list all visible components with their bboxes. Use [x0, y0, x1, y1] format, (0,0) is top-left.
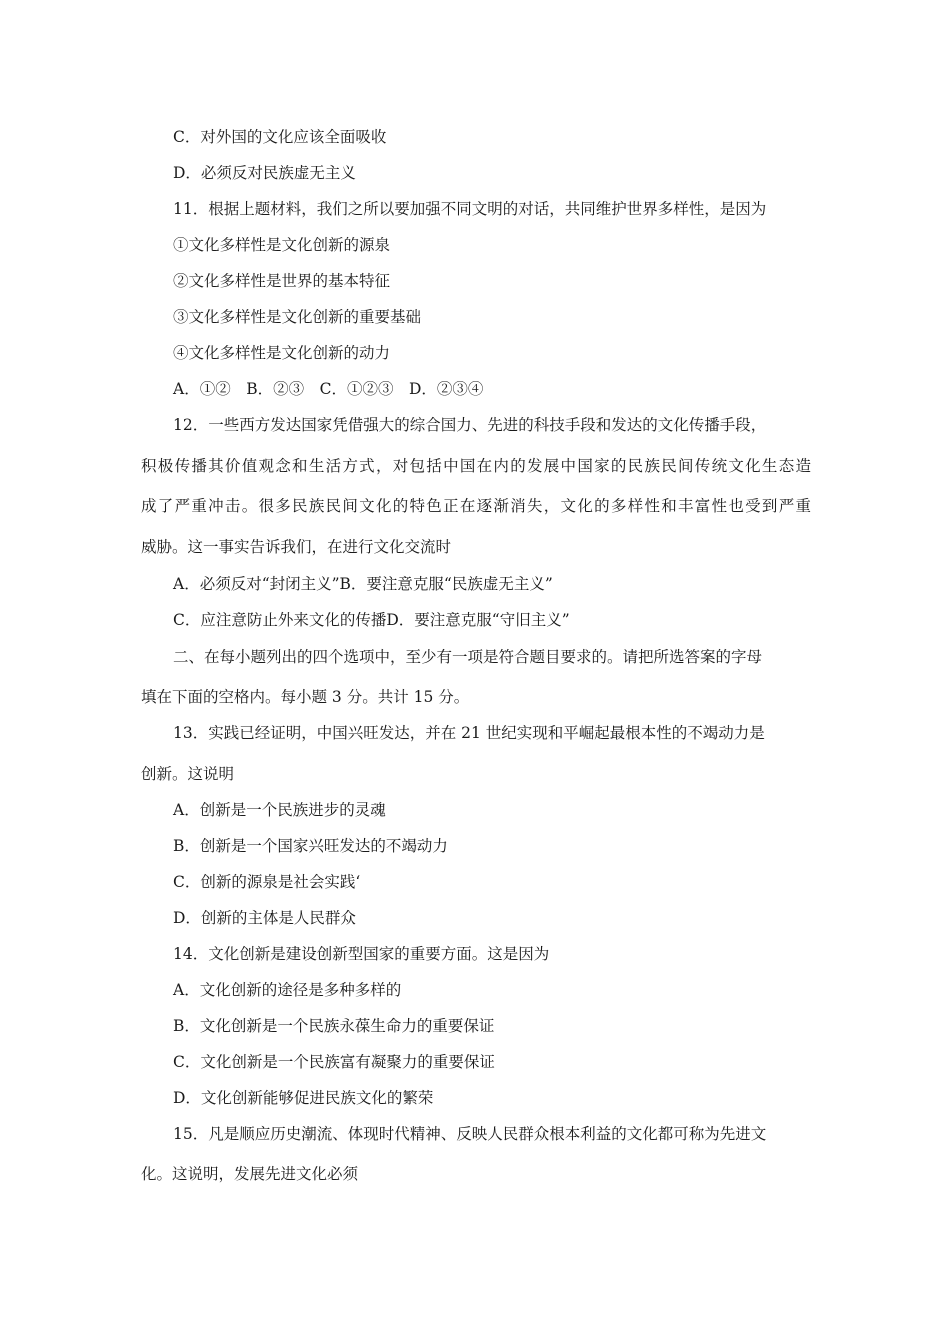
q10-option-d: D．必须反对民族虚无主义	[173, 164, 356, 182]
q14-option-b: B．文化创新是一个民族永葆生命力的重要保证	[173, 1017, 495, 1035]
q12-options-cd: C．应注意防止外来文化的传播D．要注意克服“守旧主义”	[173, 611, 570, 629]
q11-statement-4: ④文化多样性是文化创新的动力	[173, 344, 391, 362]
section-2-instructions-line-1: 二、在每小题列出的四个选项中，至少有一项是符合题目要求的。请把所选答案的字母	[173, 648, 763, 666]
q12-stem-line-1: 12．一些西方发达国家凭借强大的综合国力、先进的科技手段和发达的文化传播手段，	[173, 416, 767, 434]
q12-stem-line-4: 威胁。这一事实告诉我们，在进行文化交流时	[141, 538, 452, 556]
q14-option-c: C．文化创新是一个民族富有凝聚力的重要保证	[173, 1053, 495, 1071]
q13-option-a: A．创新是一个民族进步的灵魂	[173, 801, 386, 819]
q13-option-c: C．创新的源泉是社会实践‘	[173, 873, 361, 891]
q13-stem-line-2: 创新。这说明	[141, 765, 235, 783]
q11-statement-2: ②文化多样性是世界的基本特征	[173, 272, 391, 290]
q15-stem-line-2: 化。这说明，发展先进文化必须	[141, 1165, 359, 1183]
q11-statement-3: ③文化多样性是文化创新的重要基础	[173, 308, 422, 326]
q12-options-ab: A．必须反对“封闭主义”B．要注意克服“民族虚无主义”	[173, 575, 553, 593]
q10-option-c: C．对外国的文化应该全面吸收	[173, 128, 387, 146]
q14-option-a: A．文化创新的途径是多种多样的	[173, 981, 402, 999]
section-2-instructions-line-2: 填在下面的空格内。每小题 3 分。共计 15 分。	[141, 688, 470, 706]
q11-stem: 11．根据上题材料，我们之所以要加强不同文明的对话，共同维护世界多样性，是因为	[173, 200, 767, 218]
q15-stem-line-1: 15．凡是顺应历史潮流、体现时代精神、反映人民群众根本利益的文化都可称为先进文	[173, 1125, 767, 1143]
q11-statement-1: ①文化多样性是文化创新的源泉	[173, 236, 391, 254]
q12-stem-line-3: 成了严重冲击。很多民族民间文化的特色正在逐渐消失，文化的多样性和丰富性也受到严重	[141, 497, 811, 515]
q13-option-d: D．创新的主体是人民群众	[173, 909, 356, 927]
q12-stem-line-2: 积极传播其价值观念和生活方式，对包括中国在内的发展中国家的民族民间传统文化生态造	[141, 457, 811, 475]
q13-option-b: B．创新是一个国家兴旺发达的不竭动力	[173, 837, 448, 855]
q11-options: A．①② B．②③ C．①②③ D．②③④	[173, 380, 484, 398]
q14-stem: 14．文化创新是建设创新型国家的重要方面。这是因为	[173, 945, 550, 963]
q14-option-d: D．文化创新能够促进民族文化的繁荣	[173, 1089, 434, 1107]
q13-stem-line-1: 13．实践已经证明，中国兴旺发达，并在 21 世纪实现和平崛起最根本性的不竭动力是	[173, 724, 765, 742]
